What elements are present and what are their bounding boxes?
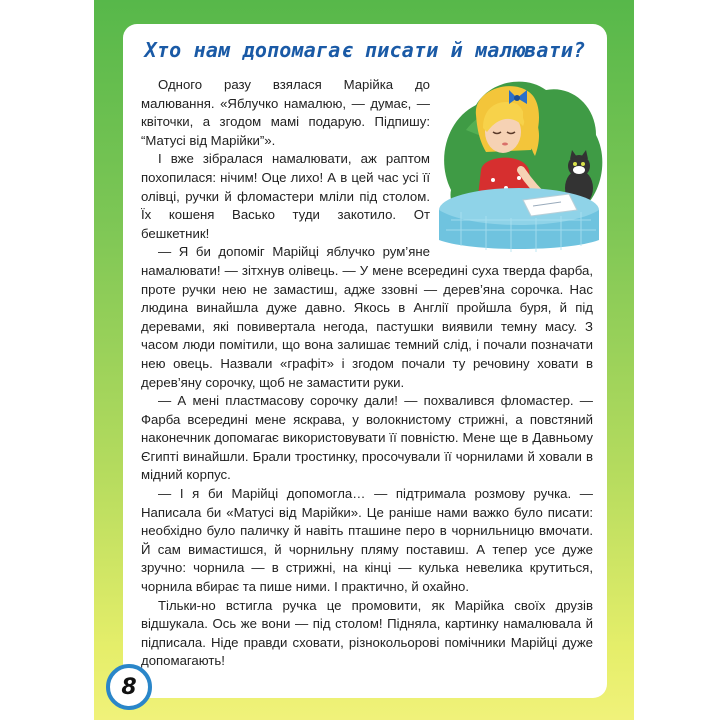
page-number: 8 — [121, 674, 137, 700]
paragraph-6: Тільки-но встигла ручка це промовити, як Марійка своїх друзів відшукала. Ось же вони — під столом! Підняла, картинку намалювала й підписала. Ніде правди сховати, різнокольорові помічники Марійці дуже допомагають! — [141, 597, 593, 669]
paragraph-3: — Я би допоміг Марійці яблучко рум’яне намалювати! — зітхнув олівець. — У мене всередині суха тверда фарба, проте ручки нею не замастиш, адже ззовні — дерев’яна сорочка. Нас людина винайшла дуже давно. Якось в Англії пройшла буря, й під деревами, які повивертала негода, пастушки виявили темну масу. З часом люди помітили, що вона залишає темний слід, і почали позначати нею овець. Назвали «графіт» і згодом почали ту речовину ховати в дерев’яну сорочку, щоб не замастити руки. — [141, 244, 593, 390]
page-number-badge — [106, 664, 152, 710]
paragraph-4: — А мені пластмасову сорочку дали! — похвалився фломастер. — Фарба всередині мене яскрава, у волокнистому стрижні, а повстяний наконечник допомагає використовувати її повністю. Мене ще в Давньому Єгипті винайшли. Брали тростинку, просочували її чорнилами й ховали в мідний корпус. — [141, 393, 593, 483]
paragraph-2: І вже зібралася намалювати, аж раптом похопилася: нічим! Оце лихо! А в цей час усі її олівці, ручки й фломастери мліли під столом. Їх кошеня Васько туди закотило. От бешкетник! — [141, 151, 430, 241]
paragraph-5: — І я би Марійці допомогла… — підтримала розмову ручка. — Написала би «Матусі від Марійки». Це раніше нами важко було писати: необхідно було паличку й навіть пташине перо в чорнильницю вмочати. Й сам вимастишся, й чорнильну пляму поставиш. А тепер усе дуже зручно: чорнила — в стрижні, на кінці — кулька невелика крутиться, чорнила вбирає та пише ними. І практично, й охайно. — [141, 486, 593, 595]
girl-drawing-illustration — [431, 70, 606, 255]
page-title: Хто нам допомагає писати й малювати? — [144, 38, 586, 62]
paragraph-1: Одного разу взялася Марійка до малювання. «Яблучко намалюю, — думає, — квіточки, а згодом мамі подарую. Підпишу: “Матусі від Марійки”». — [141, 77, 430, 148]
